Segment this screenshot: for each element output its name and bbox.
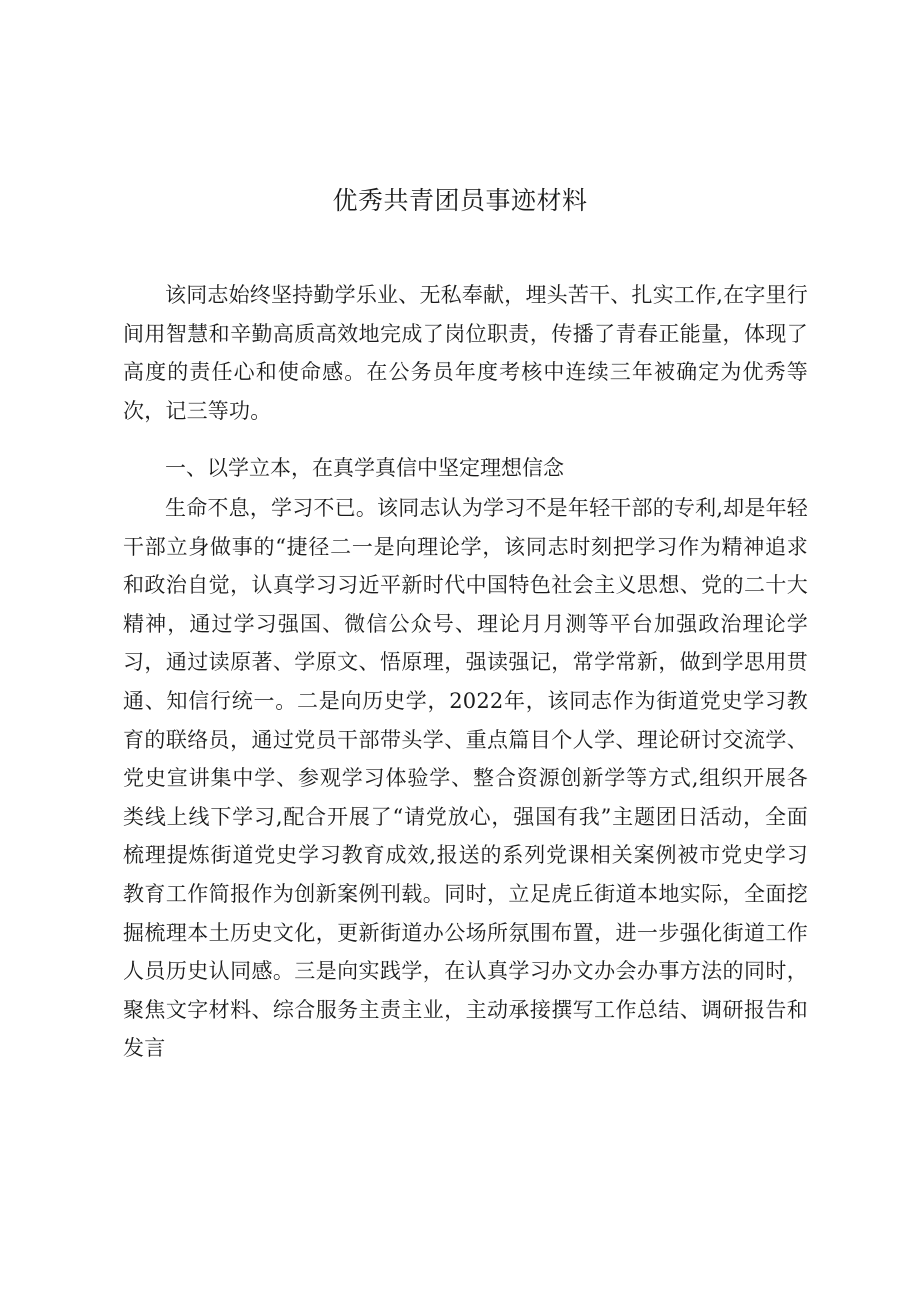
intro-paragraph: 该同志始终坚持勤学乐业、无私奉献，埋头苦干、扎实工作,在字里行间用智慧和辛勤高质高效地完成了岗位职责，传播了青春正能量，体现了高度的责任心和使命感。在公务员年度考核中连续三年被确定为优秀等次，记三等功。	[123, 283, 808, 423]
section-heading: 一、以学立本，在真学真信中坚定理想信念	[165, 456, 564, 480]
section-paragraph: 生命不息，学习不已。该同志认为学习不是年轻干部的专利,却是年轻干部立身做事的“捷径二一是向理论学，该同志时刻把学习作为精神追求和政治自觉，认真学习习近平新时代中国特色社会主义思想、党的二十大精神，通过学习强国、微信公众号、理论月月测等平台加强政治理论学习，通过读原著、学原文、悟原理，强读强记，常学常新，做到学思用贯通、知信行统一。二是向历史学，2022年，该同志作为街道党史学习教育的联络员，通过党员干部带头学、重点篇目个人学、理论研讨交流学、党史宣讲集中学、参观学习体验学、整合资源创新学等方式,组织开展各类线上线下学习,配合开展了“请党放心，强国有我”主题团日活动，全面梳理提炼街道党史学习教育成效,报送的系列党课相关案例被市党史学习教育工作简报作为创新案例刊载。同时，立足虎丘街道本地实际，全面挖掘梳理本土历史文化，更新街道办公场所氛围布置，进一步强化街道工作人员历史认同感。三是向实践学，在认真学习办文办会办事方法的同时，聚焦文字材料、综合服务主责主业，主动承接撰写工作总结、调研报告和发言	[123, 496, 808, 1061]
document-title: 优秀共青团员事迹材料	[332, 186, 588, 215]
